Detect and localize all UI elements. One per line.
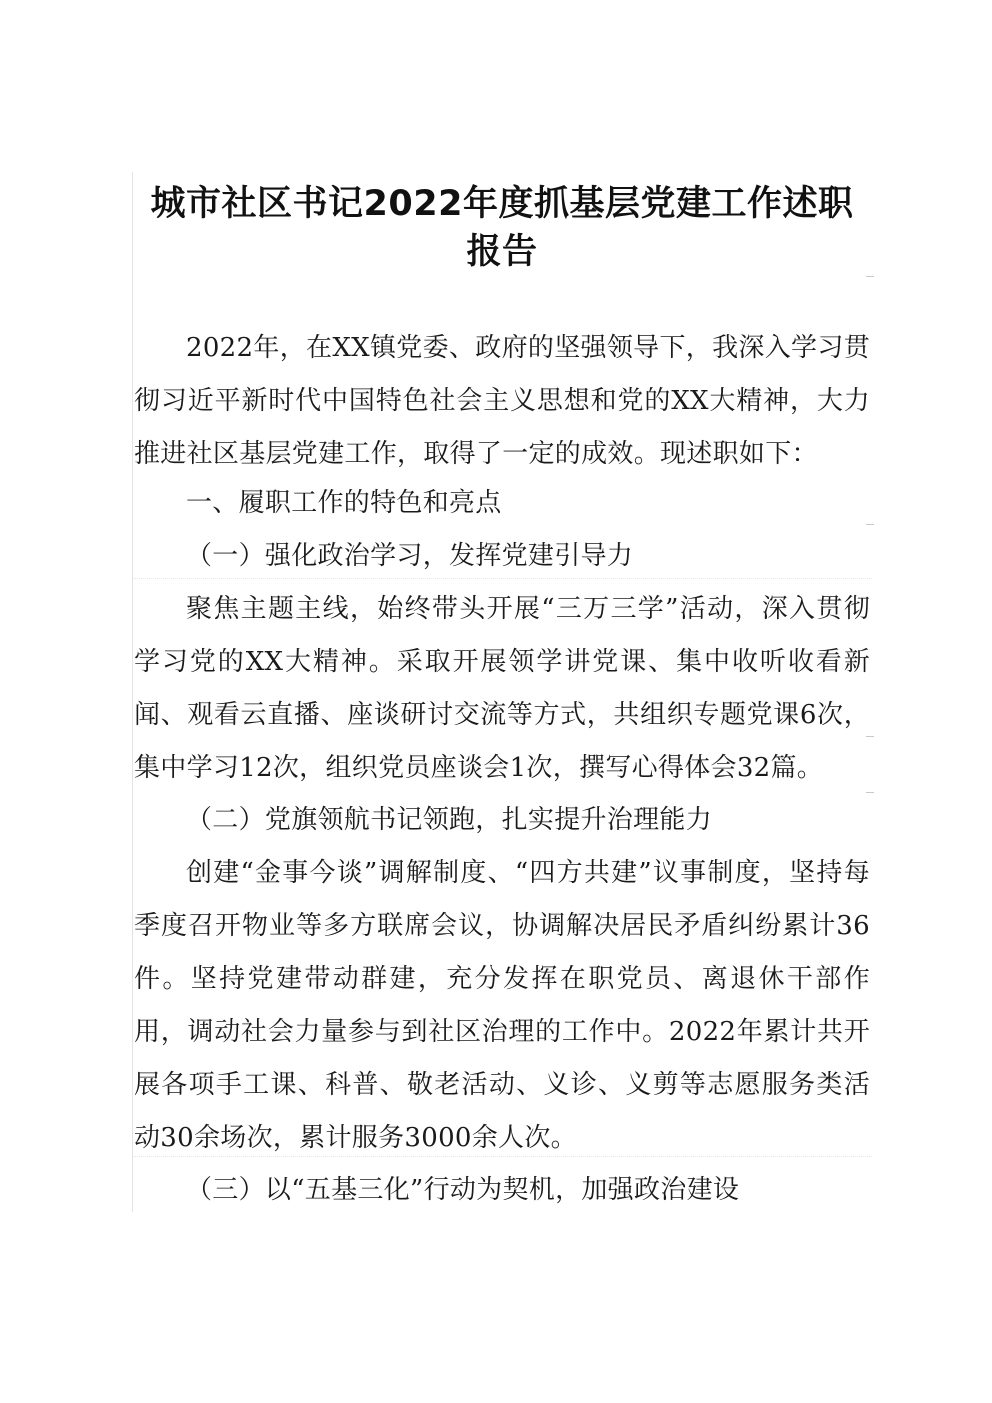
section1-heading: 一、履职工作的特色和亮点	[186, 488, 502, 518]
paragraph-mark	[866, 276, 874, 277]
subsection2-body: 创建“金事今谈”调解制度、“四方共建”议事制度，坚持每季度召开物业等多方联席会议，协调解决居民矛盾纠纷累计36件。坚持党建带动群建，充分发挥在职党员、离退休干部作用，调动社会力量参与到社区治理的工作中。2022年累计共开展各项手工课、科普、敬老活动、义诊、义剪等志愿服务类活动30余场次，累计服务3000余人次。	[134, 858, 870, 1153]
subsection2-heading: （二）党旗领航书记领跑，扎实提升治理能力	[186, 805, 713, 835]
subsection1-body: 聚焦主题主线，始终带头开展“三万三学”活动，深入贯彻学习党的XX大精神。采取开展领学讲党课、集中收听收看新闻、观看云直播、座谈研讨交流等方式，共组织专题党课6次，集中学习12次，组织党员座谈会1次，撰写心得体会32篇。	[134, 594, 870, 783]
subsection1-heading: （一）强化政治学习，发挥党建引导力	[186, 541, 634, 571]
intro-paragraph: 2022年，在XX镇党委、政府的坚强领导下，我深入学习贯彻习近平新时代中国特色社会主义思想和党的XX大精神，大力推进社区基层党建工作，取得了一定的成效。现述职如下：	[134, 333, 870, 469]
document-title-line2: 报告	[466, 232, 538, 272]
document-title-line1: 城市社区书记2022年度抓基层党建工作述职	[150, 184, 854, 224]
subsection3-heading: （三）以“五基三化”行动为契机，加强政治建设	[186, 1175, 740, 1205]
margin-guide-left	[132, 172, 133, 1212]
